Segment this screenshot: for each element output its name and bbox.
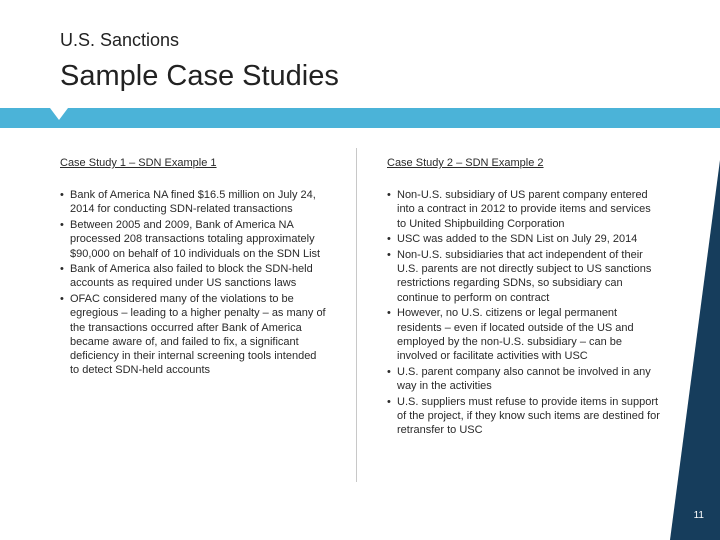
case-study-2-bullets [387,188,662,437]
bullet-item: • Bank of America also failed to block the SDN-held accounts as required under US sanctions laws [60,262,326,290]
bullet-item: • Non-U.S. subsidiaries that act independent of their U.S. parents are not directly subject to US sanctions restrictions regarding SDNs, so subsidiary can continue to perform on contract [387,248,662,305]
page-number: 11 [693,510,704,521]
band-notch [50,108,68,120]
header-band [0,108,720,128]
bullet-item: • However, no U.S. citizens or legal permanent residents – even if located outside of the US and employed by the non-U.S. subsidiary – can be involved or facilitate activities with USC [387,306,662,363]
slide-topic: U.S. Sanctions [60,30,180,50]
case-study-1 [60,156,326,379]
case-study-2 [387,156,662,439]
case-study-1-heading: Case Study 1 – SDN Example 1 [60,157,217,169]
column-divider [356,148,357,482]
bullet-item: • Non-U.S. subsidiary of US parent company entered into a contract in 2012 to provide items and services to United Shipbuilding Corporation [387,188,662,231]
bullet-item: • U.S. parent company also cannot be involved in any way in the activities [387,365,662,393]
bullet-item: • USC was added to the SDN List on July 29, 2014 [387,232,662,246]
corner-decoration [670,160,720,540]
case-study-1-bullets [60,188,326,377]
slide-title: Sample Case Studies [60,60,339,92]
bullet-item: • OFAC considered many of the violations to be egregious – leading to a higher penalty – as many of the transactions occurred after Bank of America became aware of, and failed to fix, a significant deficiency in their internal screening tools intended to detect SDN-held accounts [60,292,326,377]
case-study-2-heading: Case Study 2 – SDN Example 2 [387,157,544,169]
bullet-item: • U.S. suppliers must refuse to provide items in support of the project, if they know such items are destined for retransfer to USC [387,395,662,438]
bullet-item: • Between 2005 and 2009, Bank of America NA processed 208 transactions totaling approximately $90,000 on behalf of 10 individuals on the SDN List [60,218,326,261]
bullet-item: • Bank of America NA fined $16.5 million on July 24, 2014 for conducting SDN-related transactions [60,188,326,216]
